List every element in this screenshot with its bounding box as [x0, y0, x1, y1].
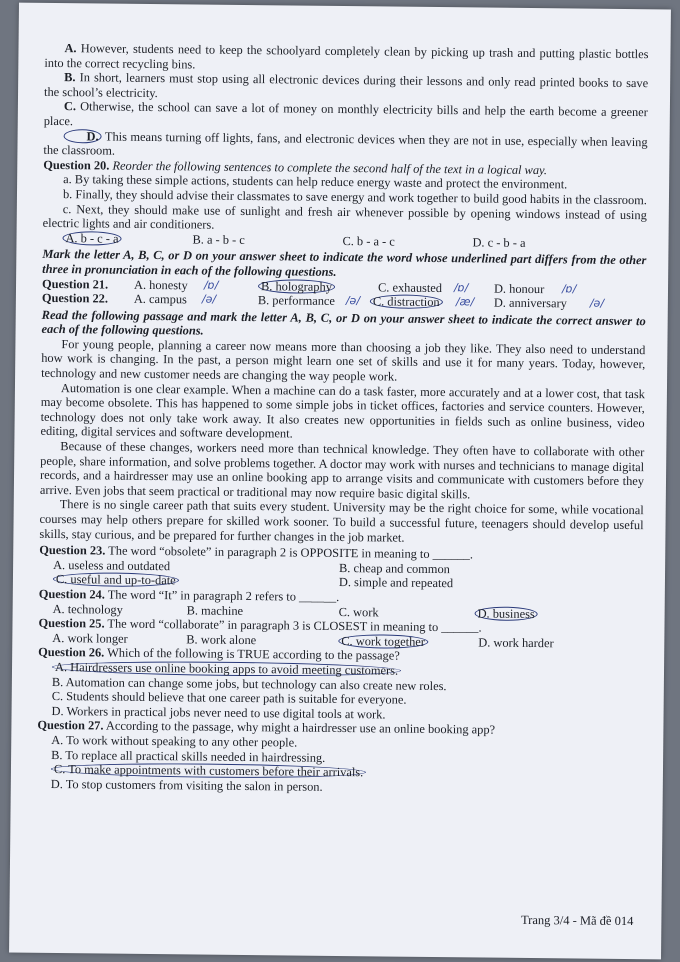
pronunciation-instruction: Mark the letter A, B, C, or D on your answer sheet to indicate the word whose underlined part differs from the other three in pronunciation in each of the following questions.	[42, 247, 647, 279]
q23-option-d: D. simple and repeated	[338, 575, 454, 591]
q27-option-d: D. To stop customers from visiting the salon in person.	[50, 776, 323, 794]
q24-option-d: D. business	[475, 606, 538, 621]
q21-option-a: A. honesty	[133, 277, 188, 292]
q20-sentence-a: a. By taking these simple actions, students can help reduce energy waste and protect the environment.	[63, 172, 568, 192]
q21-label: Question 21.	[41, 276, 109, 292]
q20-option-b: B. a - b - c	[192, 232, 245, 247]
q25-stem: Question 25. The word “collaborate” in paragraph 3 is CLOSEST in meaning to ______.	[38, 616, 482, 635]
page-content	[37, 41, 649, 798]
q23-option-c: C. useful and up-to-date	[53, 572, 179, 587]
q26-option-d: D. Workers in practical jobs never need to use digital tools at work.	[51, 703, 386, 722]
q22-option-c: C. distraction	[370, 294, 443, 309]
q27-option-b: B. To replace all practical skills needed in hairdressing.	[51, 747, 326, 765]
q22-option-a: A. campus	[133, 291, 187, 307]
q25-option-c: C. work together	[338, 634, 428, 649]
q19-option-d: D. This means turning off lights, fans, and electronic devices when they are not in use, especially when leaving the classroom.	[43, 128, 648, 158]
q23-option-b: B. cheap and common	[339, 560, 450, 576]
q22-label: Question 22.	[41, 290, 109, 306]
q22-mark-b: /ə/	[345, 294, 361, 308]
q20-option-c: C. b - a - c	[342, 233, 395, 249]
q27-option-c: C. To make appointments with customers before their arrivals.	[37, 762, 641, 783]
passage-paragraph-1: For young people, planning a career now means more than choosing a job they like. They also need to understand how work is changing. In the past, a person might learn one set of skills and use it for many years. Today, however, technology and new customer needs are changing the way people work.	[41, 336, 646, 384]
q22-mark-c: /æ/	[455, 295, 475, 309]
q25-option-a: A. work longer	[52, 630, 128, 646]
q22-option-b: B. performance	[257, 293, 336, 309]
q25-option-b: B. work alone	[186, 632, 257, 647]
exam-page	[9, 3, 671, 960]
q19-option-a: A. However, students need to keep the schoolyard completely clean by picking up trash and putting plastic bottles into the correct recycling bins.	[44, 41, 649, 72]
q22-option-d: D. anniversary	[493, 295, 567, 311]
page-footer: Trang 3/4 - Mã đề 014	[520, 913, 634, 929]
reading-instruction: Read the following passage and mark the letter A, B, C, or D on your answer sheet to indicate the correct answer to each of the following questions.	[41, 307, 646, 338]
q27-stem: Question 27. According to the passage, why might a hairdresser use an online booking app?	[37, 718, 496, 737]
q19-option-b: B. In short, learners must stop using all electronic devices during their lessons and only read printed books to save the school’s electricity.	[43, 70, 649, 100]
q24-option-b: B. machine	[186, 602, 244, 618]
q26-stem: Question 26. Which of the following is TRUE according to the passage?	[38, 645, 400, 663]
q21-mark-d: /ɒ/	[561, 281, 577, 295]
q24-stem: Question 24. The word “It” in paragraph 2 refers to ______.	[38, 586, 340, 604]
q21-mark-a: /ɒ/	[203, 278, 219, 292]
q24-option-a: A. technology	[52, 601, 123, 617]
passage-paragraph-2: Automation is one clear example. When a machine can do a task faster, more accurately and at a lower cost, that task may become obsolete. This has happened to some simple jobs in ticket offices, factories and service counters. However, technology does not only take work away. It also creates new opportunities in fields such as online business, video editing, digital services and software development.	[40, 380, 646, 441]
q20-sentence-b: b. Finally, they should advise their classmates to save energy and work together to build good habits in the classroom.	[62, 187, 648, 208]
q25-option-d: D. work harder	[478, 635, 554, 650]
passage-paragraph-3: Because of these changes, workers need more than technical knowledge. They often have to collaborate with other people, share information, and solve problems together. A doctor may work with nurses and technicians to manage digital records, and a hairdresser may use an online booking app to arrange visits and communicate with customers before they arrive. Even jobs that seem practical or traditional may now require basic digital skills.	[39, 439, 645, 502]
q23-stem: Question 23. The word “obsolete” in paragraph 2 is OPPOSITE in meaning to ______.	[39, 543, 474, 562]
q20-sentence-c: c. Next, they should make use of sunlight and fresh air whenever possible by opening windows instead of using electric lights and air conditioners.	[42, 201, 647, 232]
q22-mark-d: /ə/	[589, 296, 605, 310]
q19-option-c: C. Otherwise, the school can save a lot of money on monthly electricity bills and help the earth become a greener place.	[43, 99, 648, 129]
q21-option-c: C. exhausted	[377, 279, 443, 295]
q26-option-a: A. Hairdressers use online booking apps to avoid meeting customers.	[38, 660, 642, 681]
q24-option-c: C. work	[338, 604, 379, 619]
q26-option-b: B. Automation can change some jobs, but technology can also create new roles.	[51, 674, 447, 693]
q21-option-b: B. holography	[258, 279, 335, 294]
q22-mark-a: /ə/	[201, 292, 217, 306]
q26-option-c: C. Students should believe that one career path is suitable for everyone.	[51, 689, 407, 707]
q23-option-a: A. useless and outdated	[53, 557, 171, 574]
q20-stem: Question 20. Reorder the following sentences to complete the second half of the text in a logical way.	[43, 157, 548, 177]
passage-paragraph-4: There is no single career path that suits every student. University may be the right choice for some, while vocational courses may help others prepare for skilled work sooner. To build a successful future, teenagers should develop useful skills, stay curious, and be prepared for further changes in the job market.	[39, 497, 644, 545]
q20-option-a: A. b - c - a	[62, 231, 121, 246]
q21-option-d: D. honour	[493, 281, 545, 296]
q20-option-d: D. c - b - a	[472, 235, 526, 250]
q27-option-a: A. To work without speaking to any other people.	[51, 732, 298, 750]
q21-mark-c: /ɒ/	[453, 280, 469, 294]
